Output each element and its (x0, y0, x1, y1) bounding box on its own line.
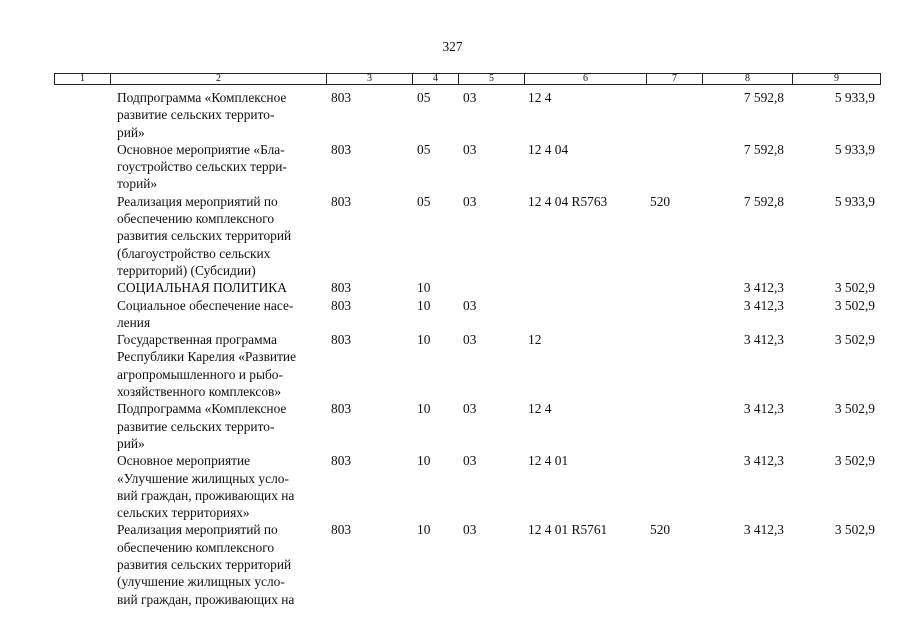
subsection-code-cell: 03 (463, 401, 477, 417)
budget-table-body (0, 89, 905, 608)
item-name-line: Основное мероприятие «Бла- (117, 141, 285, 157)
department-code-cell: 803 (331, 332, 352, 348)
item-name-line: сельских территориях» (117, 505, 250, 521)
header-col-7: 7 (647, 74, 703, 85)
item-name-line: Основное мероприятие (117, 453, 251, 469)
amount-year2-cell: 3 502,9 (834, 453, 875, 469)
header-col-5: 5 (459, 74, 525, 85)
item-name-cell (117, 141, 322, 193)
subsection-code-cell: 03 (463, 332, 477, 348)
amount-year1-cell: 3 412,3 (743, 280, 784, 296)
item-name-line: вий граждан, проживающих на (117, 487, 295, 503)
item-name-cell (117, 279, 322, 296)
item-name-line: ления (117, 314, 151, 330)
target-article-cell: 12 4 04 (528, 141, 569, 157)
section-code-cell: 10 (417, 453, 431, 469)
amount-year1-cell: 7 592,8 (743, 193, 784, 209)
target-article-cell: 12 4 (528, 401, 552, 417)
department-code-cell: 803 (331, 297, 352, 313)
item-name-cell (117, 521, 322, 607)
expense-type-cell: 520 (650, 522, 671, 538)
target-article-cell: 12 4 (528, 90, 552, 105)
item-name-line: Реализация мероприятий по (117, 522, 278, 538)
amount-year2-cell: 5 933,9 (834, 141, 875, 157)
item-name-line: хозяйственного комплексов» (117, 384, 282, 400)
header-col-9: 9 (793, 74, 881, 85)
item-name-cell (117, 331, 322, 400)
table-row (0, 521, 905, 607)
item-name-line: вий граждан, проживающих на (117, 591, 295, 607)
amount-year2-cell: 5 933,9 (834, 193, 875, 209)
table-row (0, 193, 905, 279)
item-name-line: СОЦИАЛЬНАЯ ПОЛИТИКА (117, 280, 287, 296)
department-code-cell: 803 (331, 401, 352, 417)
department-code-cell: 803 (331, 453, 352, 469)
item-name-line: территорий) (Субсидии) (117, 262, 256, 278)
department-code-cell: 803 (331, 90, 352, 105)
subsection-code-cell: 03 (463, 522, 477, 538)
amount-year1-cell: 3 412,3 (743, 453, 784, 469)
item-name-line: агропромышленного и рыбо- (117, 366, 283, 382)
item-name-line: торий» (117, 176, 158, 192)
subsection-code-cell: 03 (463, 297, 477, 313)
subsection-code-cell: 03 (463, 193, 477, 209)
item-name-line: развития сельских территорий (117, 557, 292, 573)
expense-type-cell: 520 (650, 193, 671, 209)
item-name-cell (117, 452, 322, 521)
amount-year2-cell: 3 502,9 (834, 522, 875, 538)
section-code-cell: 10 (417, 332, 431, 348)
section-code-cell: 05 (417, 141, 431, 157)
item-name-line: (улучшение жилищных усло- (117, 574, 285, 590)
header-col-6: 6 (525, 74, 647, 85)
amount-year1-cell: 3 412,3 (743, 332, 784, 348)
item-name-line: (благоустройство сельских (117, 245, 271, 261)
amount-year2-cell: 3 502,9 (834, 332, 875, 348)
table-row (0, 331, 905, 400)
amount-year1-cell: 3 412,3 (743, 297, 784, 313)
table-row (0, 279, 905, 296)
item-name-line: гоустройство сельских терри- (117, 159, 287, 175)
item-name-line: Социальное обеспечение насе- (117, 297, 294, 313)
section-code-cell: 10 (417, 401, 431, 417)
item-name-line: Подпрограмма «Комплексное (117, 90, 287, 105)
header-col-1: 1 (55, 74, 111, 85)
header-col-4: 4 (413, 74, 459, 85)
amount-year1-cell: 3 412,3 (743, 401, 784, 417)
table-row (0, 400, 905, 452)
header-col-3: 3 (327, 74, 413, 85)
section-code-cell: 05 (417, 90, 431, 105)
table-row (0, 89, 905, 141)
department-code-cell: 803 (331, 193, 352, 209)
header-col-2: 2 (111, 74, 327, 85)
subsection-code-cell: 03 (463, 90, 477, 105)
table-row (0, 297, 905, 332)
amount-year2-cell: 3 502,9 (834, 401, 875, 417)
item-name-line: обеспечению комплексного (117, 211, 275, 227)
amount-year2-cell: 3 502,9 (834, 297, 875, 313)
amount-year1-cell: 7 592,8 (743, 141, 784, 157)
item-name-cell (117, 297, 322, 332)
item-name-line: Государственная программа (117, 332, 277, 348)
table-row (0, 141, 905, 193)
department-code-cell: 803 (331, 522, 352, 538)
item-name-cell (117, 400, 322, 452)
header-col-8: 8 (703, 74, 793, 85)
item-name-line: Подпрограмма «Комплексное (117, 401, 287, 417)
section-code-cell: 10 (417, 297, 431, 313)
column-number-header (54, 73, 881, 85)
item-name-cell (117, 89, 322, 141)
target-article-cell: 12 (528, 332, 542, 348)
subsection-code-cell: 03 (463, 141, 477, 157)
amount-year2-cell: 5 933,9 (834, 90, 875, 105)
item-name-line: обеспечению комплексного (117, 539, 275, 555)
item-name-line: Реализация мероприятий по (117, 193, 278, 209)
amount-year1-cell: 3 412,3 (743, 522, 784, 538)
amount-year1-cell: 7 592,8 (743, 90, 784, 105)
item-name-line: рий» (117, 124, 145, 140)
target-article-cell: 12 4 01 R5761 (528, 522, 608, 538)
amount-year2-cell: 3 502,9 (834, 280, 875, 296)
item-name-line: Республики Карелия «Развитие (117, 349, 297, 365)
target-article-cell: 12 4 01 (528, 453, 569, 469)
page-number: 327 (442, 39, 463, 54)
item-name-cell (117, 193, 322, 279)
target-article-cell: 12 4 04 R5763 (528, 193, 608, 209)
section-code-cell: 10 (417, 280, 431, 296)
department-code-cell: 803 (331, 141, 352, 157)
item-name-line: развитие сельских террито- (117, 107, 275, 123)
department-code-cell: 803 (331, 280, 352, 296)
item-name-line: развитие сельских террито- (117, 418, 275, 434)
item-name-line: «Улучшение жилищных усло- (117, 470, 289, 486)
section-code-cell: 10 (417, 522, 431, 538)
table-row (0, 452, 905, 521)
section-code-cell: 05 (417, 193, 431, 209)
item-name-line: развития сельских территорий (117, 228, 292, 244)
item-name-line: рий» (117, 435, 145, 451)
subsection-code-cell: 03 (463, 453, 477, 469)
